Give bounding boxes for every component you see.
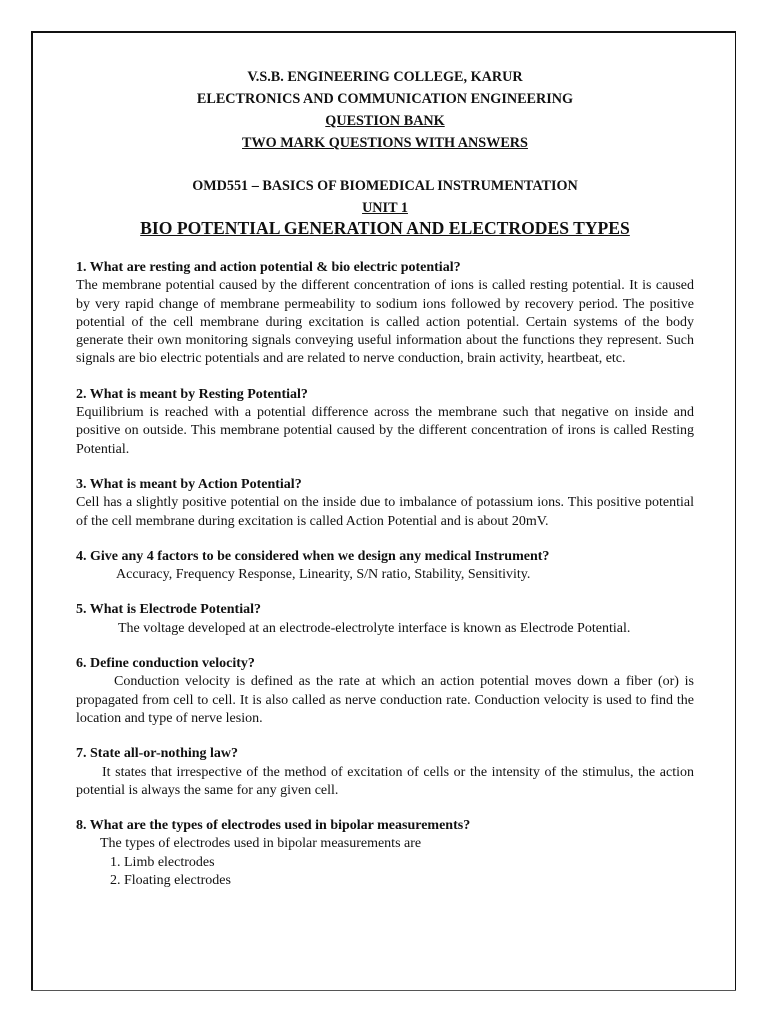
answer-2: Equilibrium is reached with a potential difference across the membrane such that negative on inside and positive on outside. This membrane potential caused by the different concentration of irons is called Resting Potential. [76,405,694,457]
college-name: V.S.B. ENGINEERING COLLEGE, KARUR [247,69,523,85]
unit-number: UNIT 1 [362,200,408,216]
department-name: ELECTRONICS AND COMMUNICATION ENGINEERING [196,91,574,107]
doc-subtitle: TWO MARK QUESTIONS WITH ANSWERS [242,135,528,151]
electrode-list [76,854,694,891]
subject-title: OMD551 – BASICS OF BIOMEDICAL INSTRUMENTATION [192,178,578,194]
answer-3: Cell has a slightly positive potential on the inside due to imbalance of potassium ions. This positive potential of the cell membrane during excitation is called Action Potential and is about 20mV. [76,495,694,529]
answer-6: Conduction velocity is defined as the rate at which an action potential moves down a fiber (or) is propagated from cell to cell. It is also called as nerve conduction rate. Conduction velocity is used to find the location and type of nerve lesion. [76,674,694,726]
bottom-divider [31,990,736,991]
question-3: 3. What is meant by Action Potential? [76,476,302,492]
answer-4: Accuracy, Frequency Response, Linearity, S/N ratio, Stability, Sensitivity. [116,567,531,583]
answer-7: It states that irrespective of the method of excitation of cells or the intensity of the stimulus, the action potential is always the same for any given cell. [76,764,694,798]
question-4: 4. Give any 4 factors to be considered when we design any medical Instrument? [76,548,550,564]
unit-title: BIO POTENTIAL GENERATION AND ELECTRODES TYPES [140,218,630,238]
document-body [76,66,694,890]
question-8: 8. What are the types of electrodes used in bipolar measurements? [76,818,471,834]
question-1: 1. What are resting and action potential & bio electric potential? [76,260,461,275]
answer-1: The membrane potential caused by the different concentration of ions is called resting potential. It is caused by very rapid change of membrane permeability to sodium ions followed by recovery period. The positive potential of the cell membrane during excitation is called action potential. Certain systems of the body generate their own monitoring signals conveying useful information about the functions they represent. Such signals are bio electric potentials and are related to nerve conduction, brain activity, heartbeat, etc. [76,278,694,367]
list-item: 2. Floating electrodes [110,873,231,889]
question-5: 5. What is Electrode Potential? [76,602,261,618]
list-item: 1. Limb electrodes [110,854,215,870]
doc-type: QUESTION BANK [325,113,445,129]
question-6: 6. Define conduction velocity? [76,656,255,672]
question-7: 7. State all-or-nothing law? [76,746,239,762]
answer-8: The types of electrodes used in bipolar measurements are [100,836,422,852]
question-2: 2. What is meant by Resting Potential? [76,386,308,402]
answer-5: The voltage developed at an electrode-electrolyte interface is known as Electrode Potential. [118,620,631,636]
